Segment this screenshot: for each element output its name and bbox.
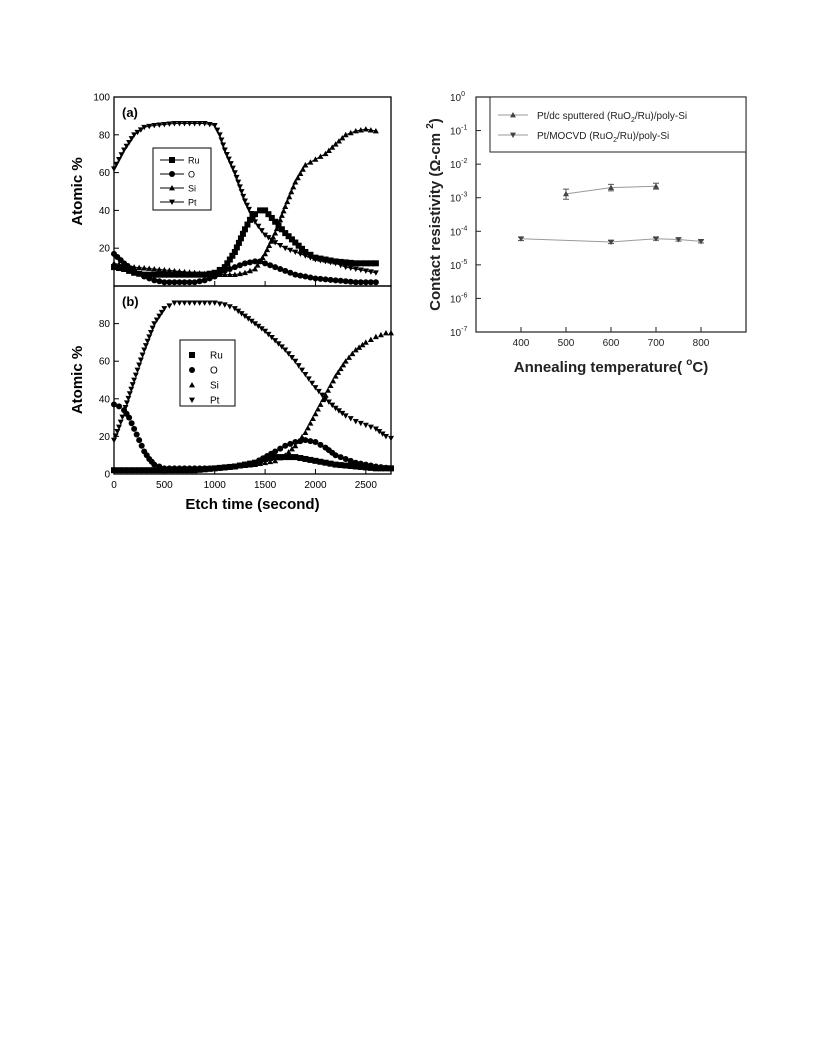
data-point — [282, 204, 288, 209]
data-point — [310, 416, 316, 421]
y-tick-label: $10^{-4}$ — [450, 225, 468, 239]
y-tick-label: 60 — [98, 168, 110, 180]
legend-box — [153, 148, 211, 210]
data-point — [388, 436, 394, 441]
data-point — [116, 157, 122, 162]
data-point — [307, 159, 313, 164]
y-axis-label: Atomic % — [69, 157, 86, 226]
data-point — [383, 330, 389, 335]
legend-label: Pt — [210, 395, 220, 407]
data-point — [151, 277, 157, 283]
data-point — [235, 180, 241, 185]
data-point — [111, 438, 117, 443]
plot-frame — [114, 286, 391, 474]
data-point — [187, 301, 193, 306]
data-point — [119, 415, 125, 420]
data-point — [237, 184, 243, 189]
data-point — [227, 304, 233, 309]
x-axis-label: Etch time (second) — [185, 496, 320, 513]
legend-label: O — [188, 169, 196, 180]
data-point — [297, 273, 303, 279]
y-tick-label: 0 — [104, 469, 110, 481]
data-point — [247, 259, 253, 265]
data-point — [131, 426, 137, 432]
data-point — [302, 274, 308, 280]
y-tick-label: $10^{-3}$ — [450, 191, 468, 205]
data-point — [363, 462, 369, 468]
y-tick-label: $10^{-5}$ — [450, 258, 468, 272]
data-point — [277, 243, 283, 248]
data-point — [139, 443, 145, 449]
x-tick-label: 600 — [602, 338, 620, 349]
x-tick-label: 500 — [156, 480, 173, 491]
data-point — [111, 166, 117, 171]
y-tick-label: 20 — [98, 431, 110, 443]
x-tick-label: 0 — [111, 480, 117, 491]
legend-marker — [169, 171, 175, 177]
data-point — [239, 189, 245, 194]
data-point — [192, 279, 198, 285]
data-point — [290, 184, 296, 189]
legend-box — [490, 97, 746, 152]
data-point — [373, 270, 379, 275]
legend-label: O — [210, 365, 218, 377]
data-point — [363, 423, 369, 428]
data-point — [277, 446, 283, 452]
data-point — [284, 199, 290, 204]
data-point — [353, 419, 359, 424]
data-point — [368, 425, 374, 430]
x-tick-label: 2000 — [304, 480, 327, 491]
data-point — [353, 460, 359, 466]
x-tick-label: 2500 — [354, 480, 377, 491]
legend — [180, 340, 235, 407]
legend-marker — [189, 367, 195, 373]
x-tick-label: 800 — [692, 338, 710, 349]
data-point — [292, 272, 298, 278]
data-point — [302, 162, 308, 167]
data-point — [119, 152, 125, 157]
series-ru — [111, 207, 379, 277]
data-point — [305, 425, 311, 430]
data-point — [242, 260, 248, 266]
data-point — [317, 442, 323, 448]
data-point — [218, 137, 224, 142]
data-point — [197, 301, 203, 306]
y-tick-label: 80 — [98, 319, 110, 331]
series-mocvd — [518, 236, 704, 245]
data-point — [135, 368, 141, 373]
data-point — [232, 170, 238, 175]
legend-label: Ru — [210, 350, 223, 362]
data-point — [373, 334, 379, 339]
legend-label: Ru — [188, 155, 200, 166]
data-point — [141, 348, 147, 353]
legend-label: Pt/MOCVD (RuO$_2$/Ru)/poly-Si — [537, 131, 670, 144]
legend-marker — [189, 352, 195, 358]
contact-resistivity-chart — [425, 91, 746, 376]
data-point — [358, 421, 364, 426]
data-point — [234, 175, 240, 180]
data-point — [182, 301, 188, 306]
y-tick-label: $10^0$ — [450, 91, 466, 104]
data-point — [197, 278, 203, 284]
data-point — [388, 465, 394, 471]
data-point — [373, 260, 379, 266]
data-point — [222, 302, 228, 307]
data-point — [118, 420, 124, 425]
y-tick-label: 20 — [98, 243, 110, 255]
data-point — [312, 439, 318, 445]
data-point — [383, 434, 389, 439]
data-point — [388, 330, 394, 335]
panel-label: (a) — [122, 105, 138, 120]
data-point — [363, 126, 369, 131]
series-dc-sputtered — [563, 183, 659, 199]
series-pt — [111, 301, 394, 444]
y-axis-label: Contact resistivity (Ω-cm $^2$) — [425, 118, 444, 311]
data-point — [373, 463, 379, 469]
data-point — [307, 274, 313, 280]
data-point — [136, 271, 142, 277]
legend — [490, 97, 746, 152]
data-point — [378, 464, 384, 470]
data-point — [343, 413, 349, 418]
data-point — [207, 301, 213, 306]
data-point — [166, 303, 172, 308]
panel-b-chart — [69, 286, 394, 513]
data-point — [368, 337, 374, 342]
data-point — [134, 432, 140, 438]
y-tick-label: 60 — [98, 356, 110, 368]
y-tick-label: 100 — [93, 92, 110, 104]
data-point — [217, 301, 223, 306]
data-point — [363, 339, 369, 344]
x-tick-label: 700 — [647, 338, 665, 349]
data-point — [358, 461, 364, 467]
x-tick-label: 1000 — [203, 480, 226, 491]
data-point — [220, 142, 226, 147]
data-point — [383, 465, 389, 471]
y-tick-label: $10^{-6}$ — [450, 292, 468, 306]
data-point — [328, 383, 334, 388]
data-point — [171, 301, 177, 306]
data-point — [315, 406, 321, 411]
data-point — [302, 430, 308, 435]
data-point — [136, 363, 142, 368]
data-point — [212, 301, 218, 306]
x-tick-label: 500 — [557, 338, 575, 349]
x-tick-label: 1500 — [253, 480, 277, 491]
data-point — [138, 358, 144, 363]
data-point — [348, 416, 354, 421]
y-tick-label: 40 — [98, 394, 110, 406]
series-si — [111, 330, 394, 473]
data-point — [133, 373, 139, 378]
series-o — [111, 251, 379, 285]
legend-label: Pt — [188, 197, 197, 208]
legend-label: Pt/dc sputtered (RuO$_2$/Ru)/poly-Si — [537, 111, 688, 124]
data-point — [111, 260, 117, 265]
data-point — [307, 420, 313, 425]
data-point — [368, 463, 374, 469]
data-point — [192, 301, 198, 306]
data-point — [286, 194, 292, 199]
data-point — [212, 123, 218, 128]
y-tick-label: $10^{-7}$ — [450, 326, 468, 339]
y-tick-label: $10^{-1}$ — [450, 124, 468, 138]
series-pt — [111, 121, 379, 276]
data-point — [176, 301, 182, 306]
y-tick-label: 80 — [98, 130, 110, 142]
data-point — [330, 378, 336, 383]
data-point — [312, 411, 318, 416]
data-point — [272, 448, 278, 454]
legend-label: Si — [188, 183, 197, 194]
data-point — [116, 403, 122, 409]
panel-label: (b) — [122, 294, 139, 309]
y-tick-label: 40 — [98, 205, 110, 217]
x-tick-label: 400 — [512, 338, 530, 349]
data-point — [240, 194, 246, 199]
data-point — [140, 353, 146, 358]
data-point — [126, 415, 132, 421]
data-point — [288, 189, 294, 194]
data-point — [307, 438, 313, 444]
y-axis-label: Atomic % — [69, 345, 86, 415]
legend — [153, 148, 211, 210]
legend-box — [180, 340, 235, 406]
data-point — [202, 301, 208, 306]
panel-a-chart — [69, 93, 391, 287]
legend-label: Si — [210, 380, 219, 392]
data-point — [312, 156, 318, 161]
x-axis-label: Annealing temperature( $^o$C) — [513, 357, 709, 376]
data-point — [317, 154, 323, 159]
data-point — [217, 132, 223, 137]
data-point — [317, 401, 323, 406]
data-point — [129, 420, 135, 426]
data-point — [373, 279, 379, 285]
data-point — [378, 332, 384, 337]
data-point — [214, 128, 220, 133]
legend-marker — [169, 157, 175, 163]
data-point — [136, 437, 142, 443]
y-tick-label: $10^{-2}$ — [450, 158, 468, 172]
data-point — [325, 387, 331, 392]
data-point — [156, 278, 162, 284]
